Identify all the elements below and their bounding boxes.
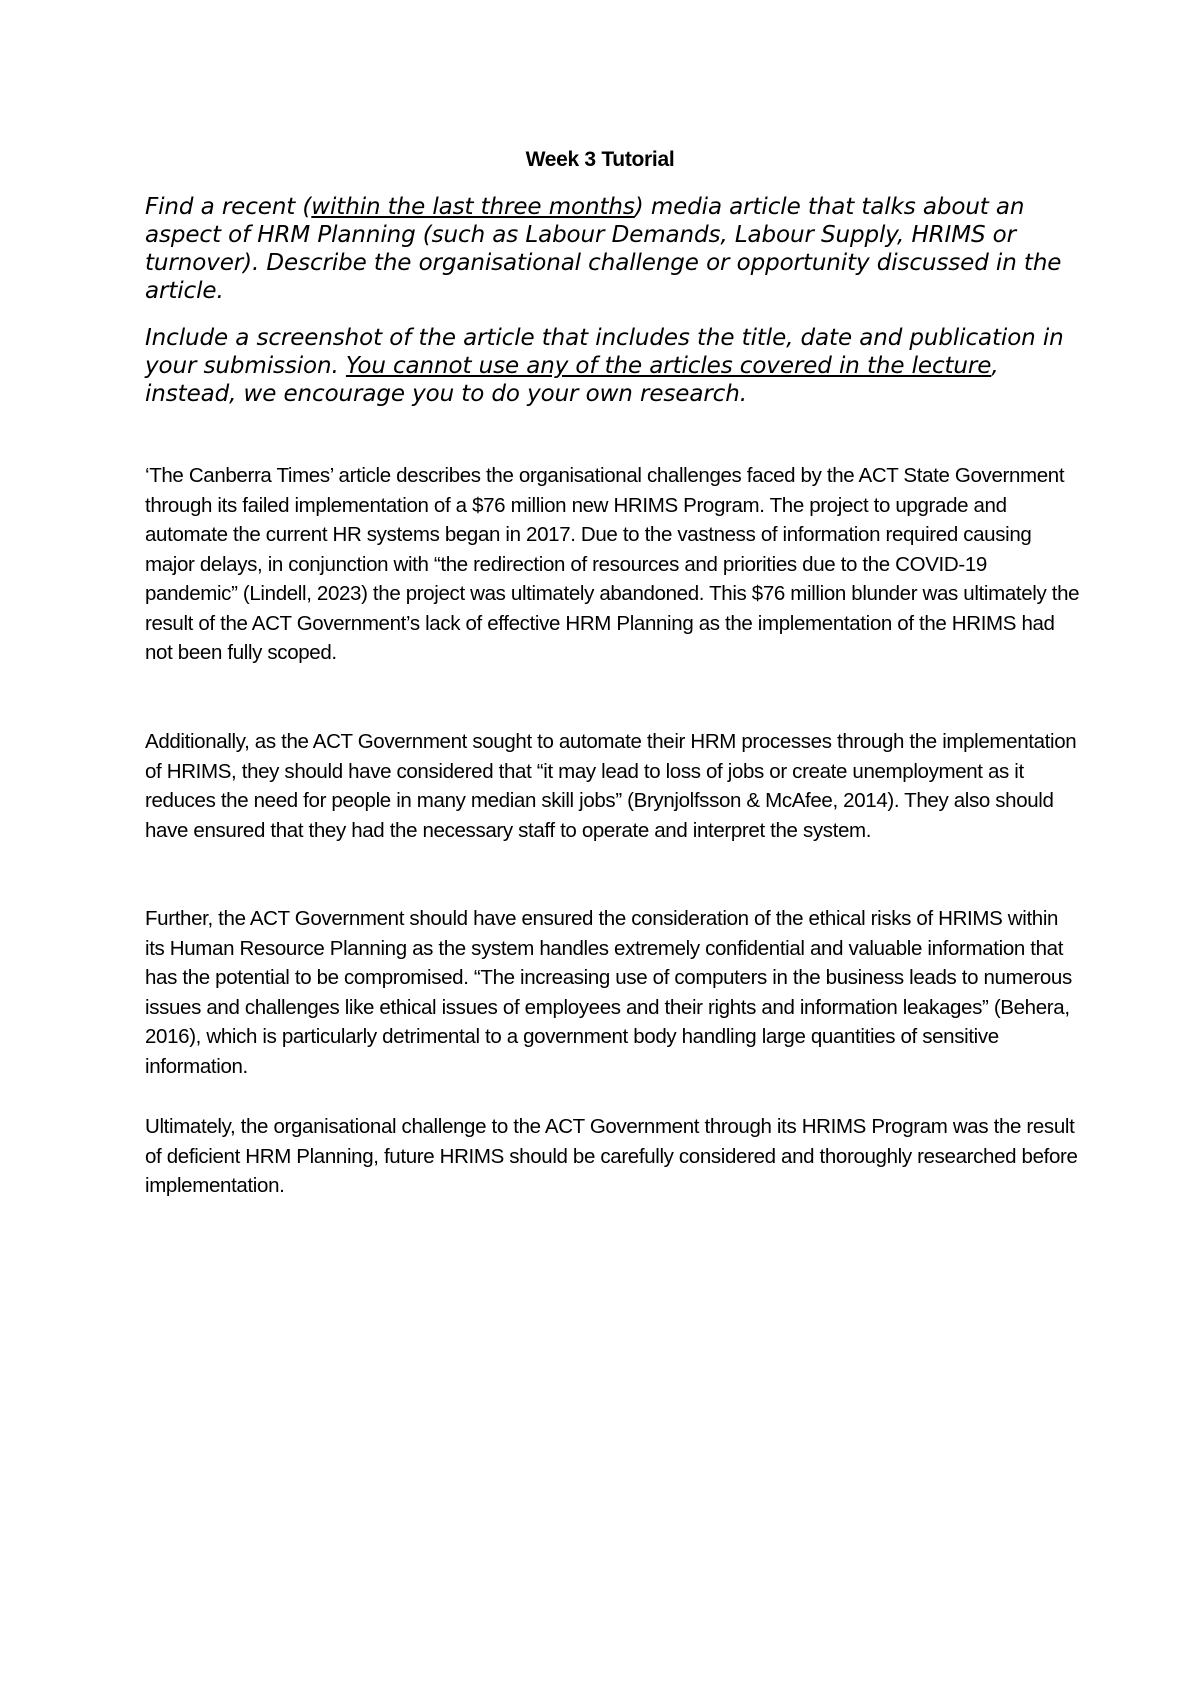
instruction-2-underlined: You cannot use any of the articles covered in the lecture bbox=[345, 353, 992, 379]
instruction-paragraph-2 bbox=[145, 324, 1075, 408]
document-title: Week 3 Tutorial bbox=[525, 148, 675, 171]
body-paragraph-4: Ultimately, the organisational challenge to the ACT Government through its HRIMS Program was the result of deficient HRM Planning, future HRIMS should be carefully considered and thoroughly researched before implementation. bbox=[145, 1115, 1078, 1197]
instruction-1-text-start: Find a recent ( bbox=[145, 194, 312, 220]
instruction-paragraph-1 bbox=[145, 193, 1075, 305]
instruction-2-text-end: , instead, we encourage you to do your own research. bbox=[145, 353, 999, 407]
body-paragraph-1: ‘The Canberra Times’ article describes the organisational challenges faced by the ACT State Government through its failed implementation of a $76 million new HRIMS Program. The project to upgrade and automate the current HR systems began in 2017. Due to the vastness of information required causing major delays, in conjunction with “the redirection of resources and priorities due to the COVID-19 pandemic” (Lindell, 2023) the project was ultimately abandoned. This $76 million blunder was ultimately the result of the ACT Government’s lack of effective HRM Planning as the implementation of the HRIMS had not been fully scoped. bbox=[145, 464, 1080, 664]
instruction-2-text-start: Include a screenshot of the article that includes the title, date and publication in your submission. bbox=[145, 325, 1064, 379]
body-paragraph-3: Further, the ACT Government should have ensured the consideration of the ethical risks of HRIMS within its Human Resource Planning as the system handles extremely confidential and valuable information that has the potential to be compromised. “The increasing use of computers in the business leads to numerous issues and challenges like ethical issues of employees and their rights and information leakages” (Behera, 2016), which is particularly detrimental to a government body handling large quantities of sensitive information. bbox=[145, 907, 1072, 1078]
instruction-1-underlined: within the last three months bbox=[311, 194, 635, 220]
body-paragraph-2: Additionally, as the ACT Government sought to automate their HRM processes through the implementation of HRIMS, they should have considered that “it may lead to loss of jobs or create unemployment as it reduces the need for people in many median skill jobs” (Brynjolfsson & McAfee, 2014). They also should have ensured that they had the necessary staff to operate and interpret the system. bbox=[145, 730, 1077, 842]
instruction-1-text-end: ) media article that talks about an aspect of HRM Planning (such as Labour Demands, Labour Supply, HRIMS or turnover). Describe the organisational challenge or opportunity discussed in the article. bbox=[145, 194, 1062, 304]
